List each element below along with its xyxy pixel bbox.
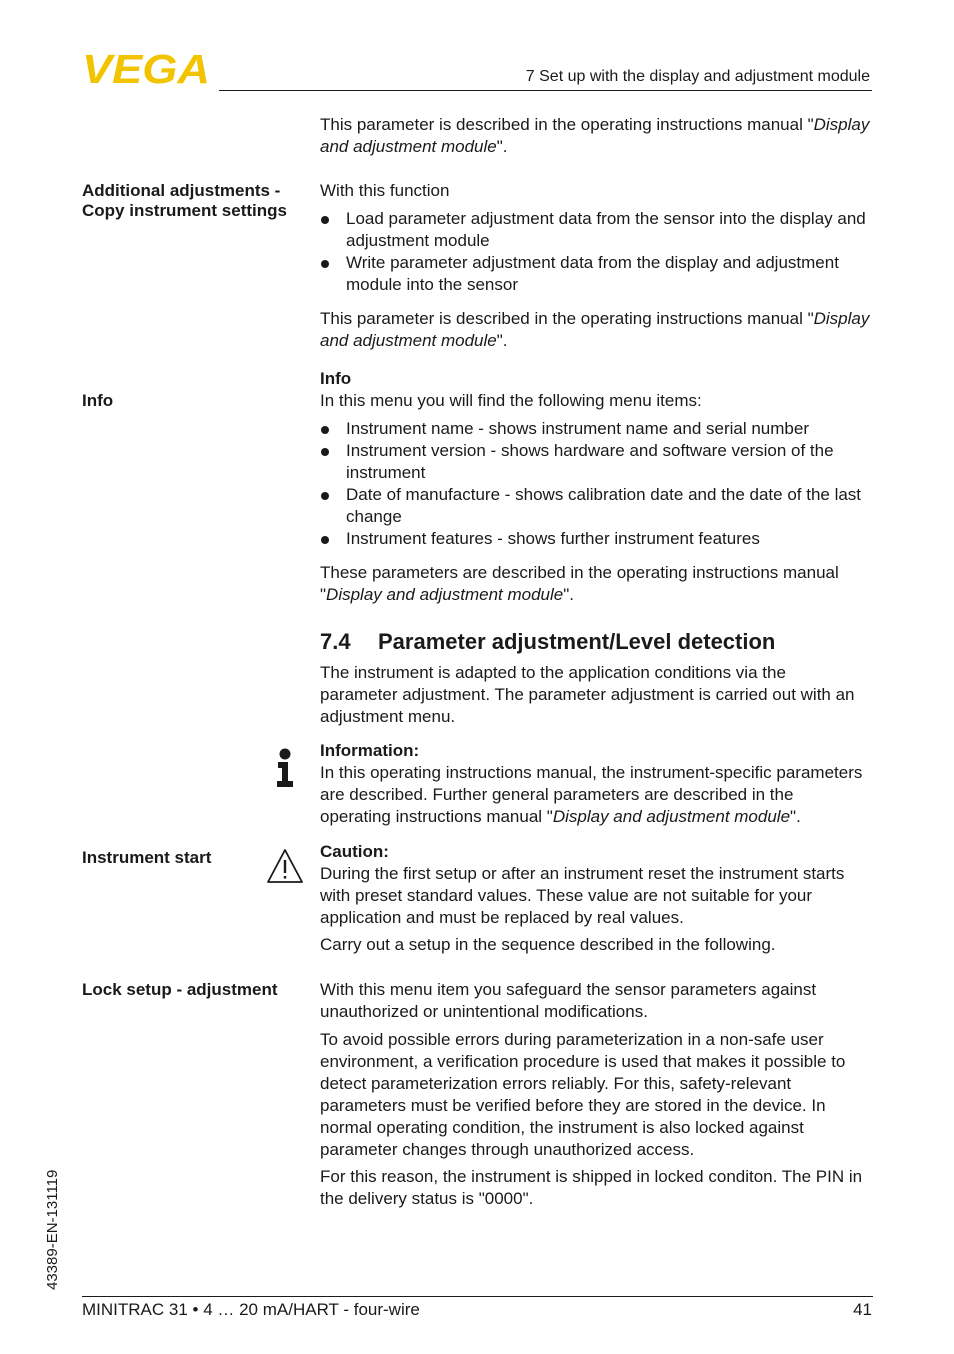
caution-body: During the first setup or after an instrument reset the instrument starts with preset standard values. These value are not suitable for your application and must be replaced by real values. [320, 864, 845, 927]
warning-icon [266, 848, 304, 884]
list-item: Load parameter adjustment data from the sensor into the display and adjustment module [320, 208, 875, 252]
info-heading: Info [320, 369, 352, 388]
info-intro: In this menu you will find the following menu items: [320, 391, 702, 410]
lock-setup-paragraph-1: With this menu item you safeguard the sensor parameters against unauthorized or unintentional modifications. [320, 980, 817, 1021]
copy-settings-reference: This parameter is described in the operating instructions manual "Display and adjustment module". [320, 309, 870, 350]
caution-heading: Caution: [320, 842, 389, 861]
info-reference: These parameters are described in the operating instructions manual "Display and adjustment module". [320, 563, 839, 604]
label-instrument-start: Instrument start [82, 848, 212, 867]
paragraph-intro-reference: This parameter is described in the operating instructions manual "Display and adjustment module". [320, 115, 870, 156]
list-item: Write parameter adjustment data from the display and adjustment module into the sensor [320, 252, 875, 296]
info-bullet-list [320, 418, 875, 550]
section-heading-7-4: 7.4 Parameter adjustment/Level detection [320, 629, 776, 654]
label-info: Info [82, 391, 114, 410]
footer-rule [82, 1296, 873, 1297]
vega-logo [82, 50, 212, 86]
label-copy-instrument-settings: Additional adjustments - Copy instrument settings [82, 181, 287, 220]
information-body: In this operating instructions manual, the instrument-specific parameters are described. Further general parameters are described in the operating instructions manual "Display and adjustment module". [320, 763, 863, 826]
svg-text:VEGA: VEGA [82, 50, 210, 86]
document-code: 43389-EN-131119 [44, 1169, 61, 1290]
copy-settings-intro: With this function [320, 181, 450, 200]
section-7-4-body: The instrument is adapted to the application conditions via the parameter adjustment. The parameter adjustment is carried out with an adjustment menu. [320, 663, 855, 726]
list-item: Instrument name - shows instrument name and serial number [320, 418, 875, 440]
instrument-start-followup: Carry out a setup in the sequence described in the following. [320, 935, 776, 954]
header-rule [219, 90, 872, 91]
lock-setup-paragraph-3: For this reason, the instrument is shipped in locked conditon. The PIN in the delivery status is "0000". [320, 1167, 863, 1208]
chapter-header: 7 Set up with the display and adjustment module [525, 68, 870, 85]
info-icon [274, 748, 296, 788]
lock-setup-paragraph-2: To avoid possible errors during parameterization in a non-safe user environment, a verification procedure is used that makes it possible to detect parameterization errors reliably. For this, safety-relevant parameters must be verified before they are stored in the device. In normal operating condition, the instrument is also locked against parameter changes through unauthorized access. [320, 1030, 846, 1159]
copy-settings-bullet-list [320, 208, 875, 296]
page-number: 41 [853, 1300, 872, 1319]
information-heading: Information: [320, 741, 420, 760]
label-lock-setup-adjustment: Lock setup - adjustment [82, 980, 278, 999]
list-item: Instrument features - shows further instrument features [320, 528, 875, 550]
list-item: Date of manufacture - shows calibration date and the date of the last change [320, 484, 875, 528]
list-item: Instrument version - shows hardware and software version of the instrument [320, 440, 875, 484]
footer-document-title: MINITRAC 31 • 4 … 20 mA/HART - four-wire [82, 1300, 420, 1319]
